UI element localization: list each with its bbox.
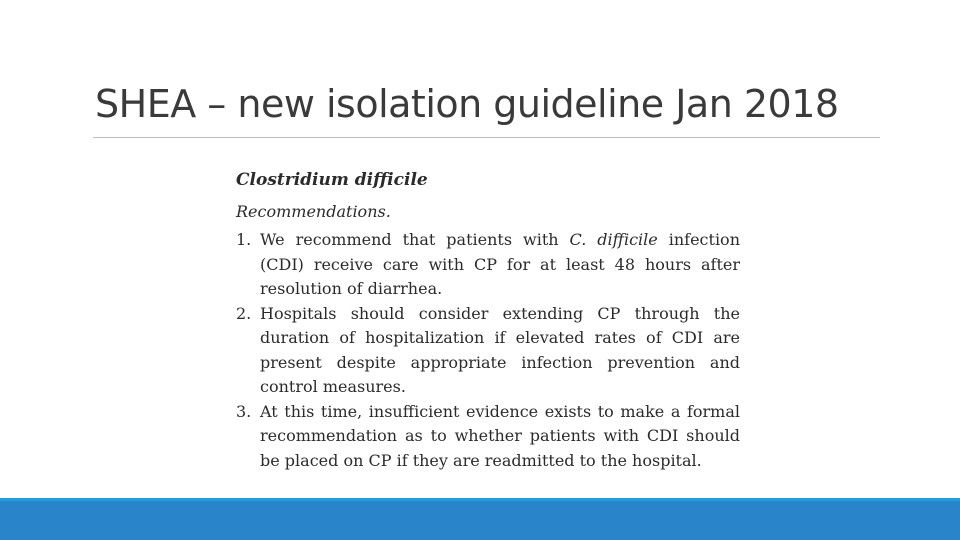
title-underline bbox=[93, 137, 880, 138]
recommendation-number: 3. bbox=[236, 401, 252, 421]
recommendation-text bbox=[260, 228, 740, 302]
recommendation-item-2 bbox=[236, 302, 740, 400]
organism-name: C. difficile bbox=[569, 230, 658, 249]
recommendation-text: Hospitals should consider extending CP through the duration of hospitalization if elevated rates of CDI are present despite appropriate infection prevention and control measures. bbox=[260, 303, 740, 396]
footer-bar bbox=[0, 498, 960, 540]
excerpt-subheading: Recommendations. bbox=[236, 202, 391, 221]
slide-title: SHEA – new isolation guideline Jan 2018 bbox=[95, 82, 839, 126]
recommendation-item-1 bbox=[236, 228, 740, 302]
recommendation-text-part: We recommend that patients with bbox=[260, 230, 570, 249]
recommendation-number: 2. bbox=[236, 303, 252, 323]
footer-accent-stripe bbox=[0, 498, 960, 501]
guideline-excerpt bbox=[236, 168, 740, 473]
recommendation-text-part: infection (CDI) receive care with CP for at least 48 hours after resolution of diarrhea. bbox=[260, 230, 740, 298]
recommendation-number: 1. bbox=[236, 230, 252, 249]
recommendation-item-3 bbox=[236, 400, 740, 474]
recommendation-list bbox=[236, 228, 740, 473]
excerpt-heading: Clostridium difficile bbox=[236, 170, 428, 190]
recommendation-text: At this time, insufficient evidence exists to make a formal recommendation as to whether patients with CDI should be placed on CP if they are readmitted to the hospital. bbox=[260, 401, 740, 470]
